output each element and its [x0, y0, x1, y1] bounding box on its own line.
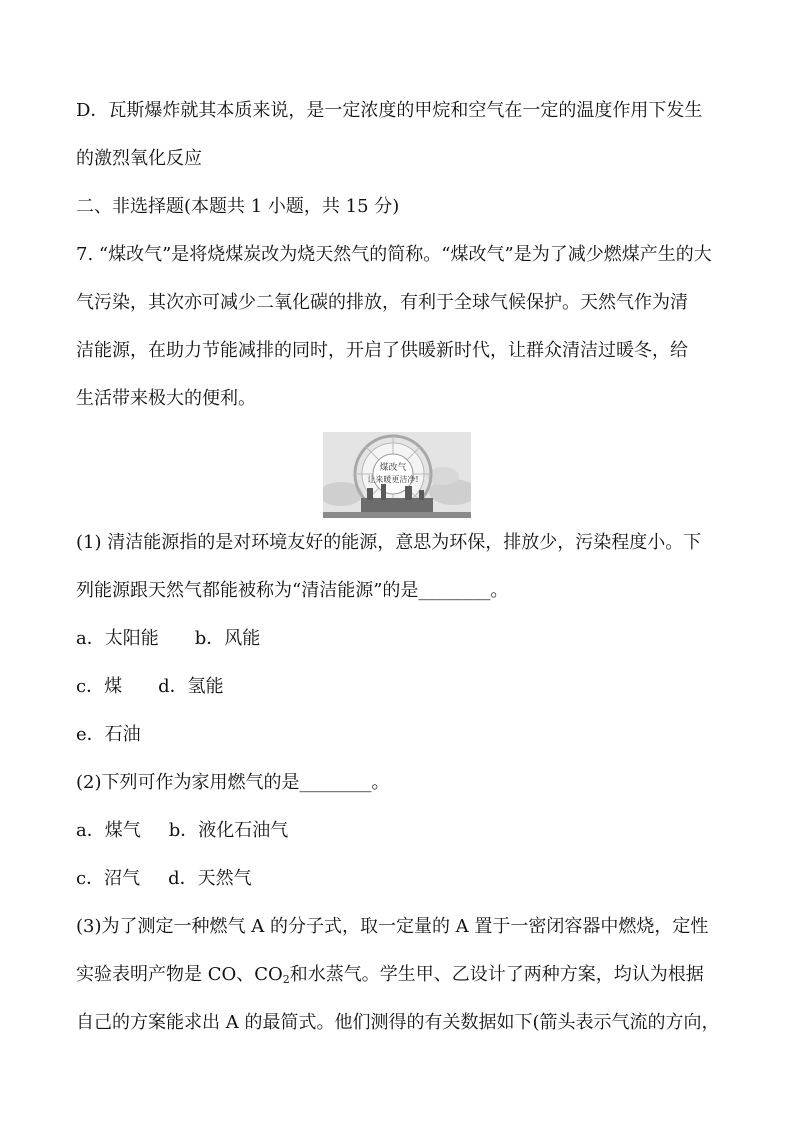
option-row — [76, 819, 736, 843]
question-1-text: 列能源跟天然气都能被称为“清洁能源”的是________。 — [76, 580, 509, 601]
option-a: a．煤气 — [76, 820, 141, 841]
option-d: d．氢能 — [158, 676, 224, 697]
text-line: 气污染，其次亦可减少二氧化碳的排放，有利于全球气候保护。天然气作为清 — [76, 292, 688, 313]
option-c: c．煤 — [76, 676, 123, 697]
question-3-text: (3)为了测定一种燃气 A 的分子式，取一定量的 A 置于一密闭容器中燃烧，定性 — [76, 916, 709, 937]
figure-subtitle: 让来暖更洁净! — [367, 475, 419, 484]
question-3-text: 自己的方案能求出 A 的最简式。他们测得的有关数据如下(箭头表示气流的方向， — [76, 1012, 720, 1033]
option-row — [76, 627, 736, 651]
question-1-text: (1) 清洁能源指的是对环境友好的能源，意思为环保，排放少，污染程度小。下 — [76, 532, 702, 553]
option-row — [76, 675, 736, 699]
text-line: 生活带来极大的便利。 — [76, 388, 256, 409]
subscript: 2 — [282, 973, 290, 986]
section-heading: 二、非选择题(本题共 1 小题，共 15 分) — [76, 196, 400, 217]
question-7-text: 7. “煤改气”是将烧煤炭改为烧天然气的简称。“煤改气”是为了减少燃煤产生的大 — [76, 244, 712, 265]
option-a: a．太阳能 — [76, 628, 159, 649]
option-d: d．天然气 — [168, 868, 252, 889]
text-segment: 实验表明产物是 CO、CO — [76, 964, 283, 985]
option-c: c．沼气 — [76, 868, 141, 889]
question-3-text — [76, 963, 736, 987]
option-b: b．液化石油气 — [168, 820, 289, 841]
text-segment: 和水蒸气。学生甲、乙设计了两种方案，均认为根据 — [289, 964, 704, 985]
coal-to-gas-illustration — [323, 432, 471, 518]
ferris-wheel-illustration — [323, 432, 471, 518]
figure-title: 煤改气 — [379, 463, 407, 473]
text-line: 洁能源，在助力节能减排的同时，开启了供暖新时代，让群众清洁过暖冬，给 — [76, 340, 688, 361]
option-row — [76, 867, 736, 891]
option-row — [76, 723, 736, 747]
question-2-text: (2)下列可作为家用燃气的是________。 — [76, 772, 390, 793]
option-b: b．风能 — [194, 628, 261, 649]
option-e: e．石油 — [76, 724, 141, 745]
text-line: D．瓦斯爆炸就其本质来说，是一定浓度的甲烷和空气在一定的温度作用下发生 — [76, 100, 703, 121]
text-line: 的激烈氧化反应 — [76, 148, 202, 169]
